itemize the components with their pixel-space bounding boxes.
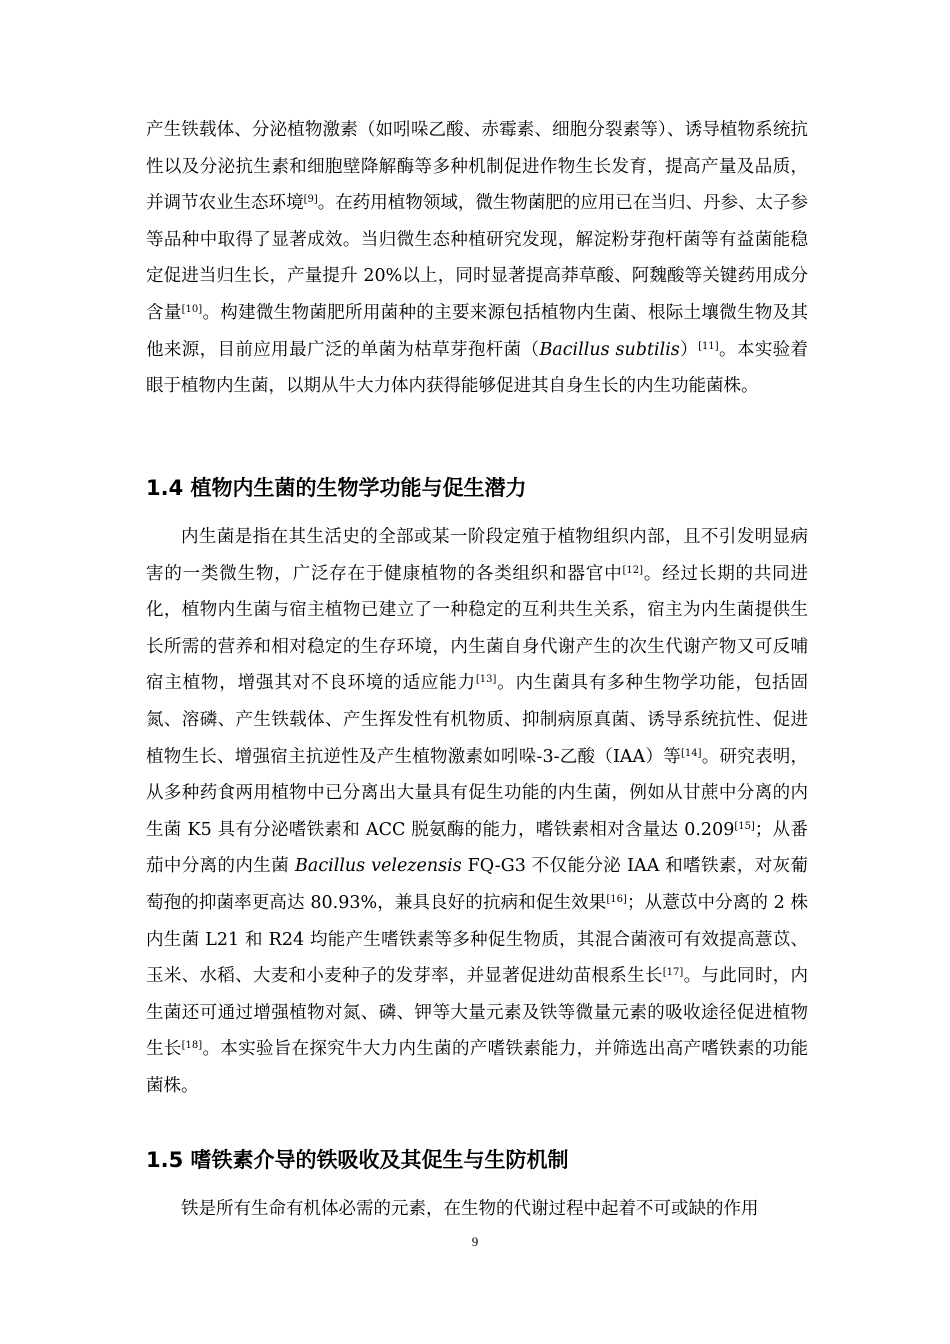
text-run: 。在药用植物领域，微生物菌肥的应用已在当归、丹参、太子参等品种中取得了显著成效。当归微生态种植研究发现，解淀粉芽孢杆菌等有益菌能稳定促进当归生长，产量提升 20%以上，同时显著提高莽草酸、阿魏酸等关键药用成分含量 <box>146 193 809 323</box>
citation: [13] <box>475 674 497 686</box>
species-name: Bacillus subtilis <box>539 339 680 360</box>
text-run: 。本实验着眼于植物内生菌，以期从牛大力体内获得能够促进其自身生长的内生功能菌株。 <box>146 339 809 397</box>
paragraph-microbial-fertilizer <box>146 112 808 405</box>
text-run: 。与此同时，内生菌还可通过增强植物对氮、磷、钾等大量元素及铁等微量元素的吸收途径促进植物生长 <box>146 966 809 1060</box>
text-run: ） <box>679 339 699 360</box>
text-run: 。内生菌具有多种生物学功能，包括固氮、溶磷、产生铁载体、产生挥发性有机物质、抑制病原真菌、诱导系统抗性、促进植物生长、增强宿主抗逆性及产生植物激素如吲哚-3-乙酸（IAA）等 <box>146 673 809 767</box>
section-heading-1-4: 1.4 植物内生菌的生物学功能与促生潜力 <box>146 476 527 500</box>
species-name: Bacillus velezensis <box>295 856 462 877</box>
citation: [10] <box>181 303 203 315</box>
text-run: FQ-G3 不仅能分泌 IAA 和嗜铁素，对灰葡萄孢的抑菌率更高达 80.93%，兼具良好的抗病和促生效果 <box>146 856 808 913</box>
text-run: 。研究表明，从多种药食两用植物中已分离出大量具有促生功能的内生菌，例如从甘蔗中分离的内生菌 K5 具有分泌嗜铁素和 ACC 脱氨酶的能力，嗜铁素相对含量达 0.209 <box>146 746 808 840</box>
citation: [9] <box>303 194 318 206</box>
paragraph-endophytes <box>146 519 808 1105</box>
citation: [16] <box>606 893 627 905</box>
paragraph-siderophore-intro <box>146 1191 808 1228</box>
text-run: ；从薏苡中分离的 2 株内生菌 L21 和 R24 均能产生嗜铁素等多种促生物质，其混合菌液可有效提高薏苡、玉米、水稻、大麦和小麦种子的发芽率，并显著促进幼苗根系生长 <box>146 892 808 987</box>
citation: [15] <box>734 820 755 832</box>
citation: [12] <box>622 564 644 576</box>
text-run: 铁是所有生命有机体必需的元素，在生物的代谢过程中起着不可或缺的作用 <box>181 1199 759 1219</box>
text-run: 内生菌是指在其生活史的全部或某一阶段定殖于植物组织内部，且不引发明显病害的一类微生物，广泛存在于健康植物的各类组织和器官中 <box>146 527 808 584</box>
section-heading-1-5: 1.5 嗜铁素介导的铁吸收及其促生与生防机制 <box>146 1148 569 1172</box>
text-run: 。经过长期的共同进化，植物内生菌与宿主植物已建立了一种稳定的互利共生关系，宿主为内生菌提供生长所需的营养和相对稳定的生存环境，内生菌自身代谢产生的次生代谢产物又可反哺宿主植物，增强其对不良环境的适应能力 <box>146 563 809 694</box>
page-number: 9 <box>471 1234 479 1249</box>
text-run: ；从番茄中分离的内生菌 <box>146 819 808 877</box>
text-run: 。本实验旨在探究牛大力内生菌的产嗜铁素能力，并筛选出高产嗜铁素的功能菌株。 <box>146 1039 809 1096</box>
citation: [18] <box>181 1040 203 1052</box>
citation: [17] <box>662 967 684 979</box>
text-run: 产生铁载体、分泌植物激素（如吲哚乙酸、赤霉素、细胞分裂素等）、诱导植物系统抗性以及分泌抗生素和细胞壁降解酶等多种机制促进作物生长发育，提高产量及品质，并调节农业生态环境 <box>146 120 808 214</box>
citation: [14] <box>680 747 702 759</box>
text-run: 。构建微生物菌肥所用菌种的主要来源包括植物内生菌、根际土壤微生物及其他来源，目前应用最广泛的单菌为枯草芽孢杆菌（ <box>146 302 809 360</box>
citation: [11] <box>698 340 719 352</box>
